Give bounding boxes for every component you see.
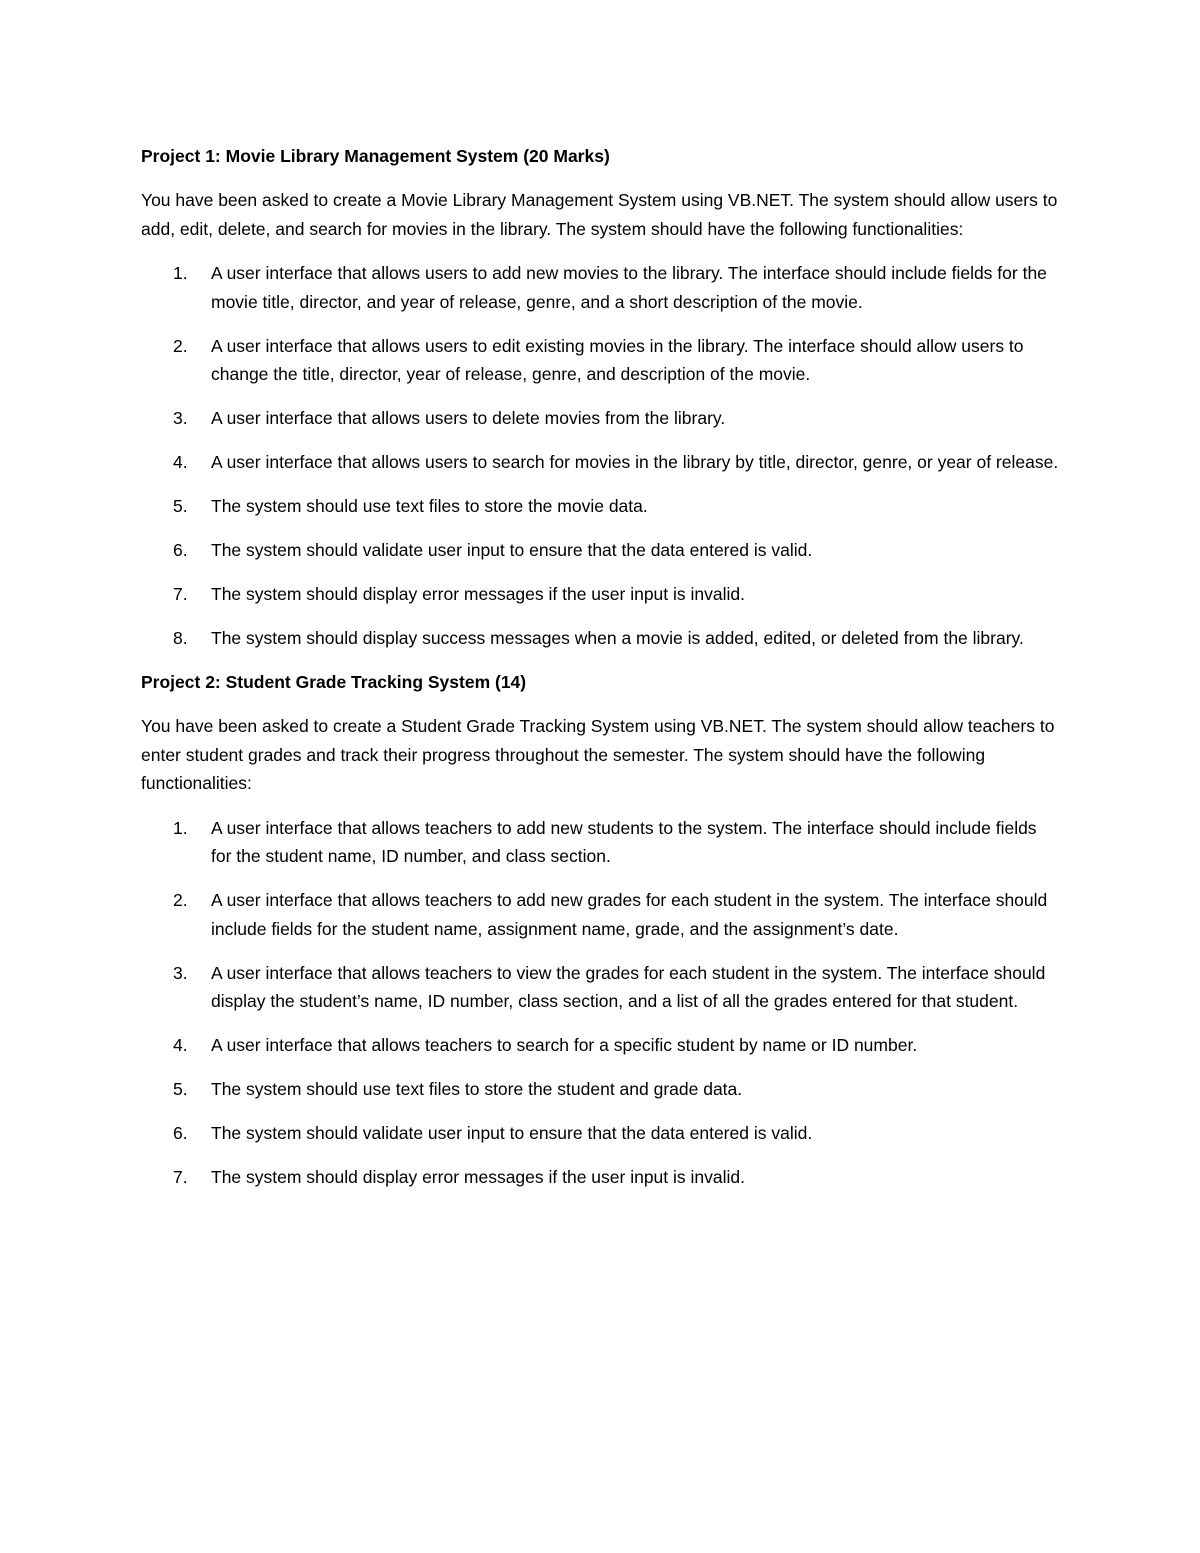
project-1-heading: Project 1: Movie Library Management System (20 Marks) — [141, 146, 610, 166]
list-item-text: The system should validate user input to ensure that the data entered is valid. — [211, 1123, 813, 1143]
list-item-text: The system should display error messages if the user input is invalid. — [211, 584, 745, 604]
list-item-text: The system should display error messages if the user input is invalid. — [211, 1167, 745, 1187]
list-item-text: A user interface that allows teachers to add new students to the system. The interface should include fields for the student name, ID number, and class section. — [211, 817, 1037, 866]
list-item-number: 6. — [173, 540, 188, 560]
list-item-text: A user interface that allows users to delete movies from the library. — [211, 408, 726, 428]
list-item-number: 7. — [173, 1167, 188, 1187]
list-item — [141, 332, 1060, 389]
list-item — [141, 404, 1060, 433]
list-item — [141, 886, 1060, 943]
project-1-section — [141, 142, 1060, 653]
list-item — [141, 1075, 1060, 1104]
list-item-text: The system should validate user input to ensure that the data entered is valid. — [211, 540, 813, 560]
list-item — [141, 259, 1060, 316]
list-item — [141, 492, 1060, 521]
list-item-number: 7. — [173, 584, 188, 604]
list-item-number: 1. — [173, 263, 188, 283]
list-item — [141, 536, 1060, 565]
list-item — [141, 624, 1060, 653]
list-item-text: The system should use text files to store the student and grade data. — [211, 1079, 743, 1099]
list-item-text: The system should use text files to store the movie data. — [211, 496, 648, 516]
list-item-number: 6. — [173, 1123, 188, 1143]
list-item — [141, 1163, 1060, 1192]
project-2-intro: You have been asked to create a Student Grade Tracking System using VB.NET. The system should allow teachers to enter student grades and track their progress throughout the semester. The system should have the following functionalities: — [141, 716, 1055, 793]
list-item — [141, 1031, 1060, 1060]
list-item-number: 4. — [173, 1035, 188, 1055]
list-item-number: 5. — [173, 1079, 188, 1099]
list-item-text: The system should display success messages when a movie is added, edited, or deleted from the library. — [211, 628, 1024, 648]
list-item — [141, 959, 1060, 1016]
list-item-text: A user interface that allows users to edit existing movies in the library. The interface should allow users to change the title, director, year of release, genre, and description of the movie. — [211, 335, 1024, 384]
list-item — [141, 580, 1060, 609]
list-item — [141, 814, 1060, 871]
list-item-text: A user interface that allows teachers to view the grades for each student in the system. The interface should display the student’s name, ID number, class section, and a list of all the grades entered for that student. — [211, 962, 1046, 1011]
list-item-number: 2. — [173, 890, 188, 910]
list-item — [141, 448, 1060, 477]
list-item-text: A user interface that allows teachers to add new grades for each student in the system. The interface should include fields for the student name, assignment name, grade, and the assignment’s date. — [211, 890, 1048, 939]
list-item-number: 1. — [173, 817, 188, 838]
project-1-requirements-list — [141, 259, 1060, 653]
project-2-requirements-list — [141, 814, 1060, 1192]
list-item-text: A user interface that allows users to add new movies to the library. The interface should include fields for the movie title, director, and year of release, genre, and a short description of the movie. — [211, 263, 1047, 312]
list-item — [141, 1119, 1060, 1148]
list-item-number: 5. — [173, 496, 188, 516]
list-item-text: A user interface that allows teachers to search for a specific student by name or ID number. — [211, 1035, 918, 1055]
project-2-section — [141, 668, 1060, 1192]
list-item-number: 2. — [173, 335, 188, 356]
list-item-number: 8. — [173, 628, 188, 648]
project-1-intro: You have been asked to create a Movie Library Management System using VB.NET. The system should allow users to add, edit, delete, and search for movies in the library. The system should have the following functionalities: — [141, 190, 1058, 239]
list-item-number: 3. — [173, 962, 188, 983]
list-item-number: 3. — [173, 408, 188, 428]
list-item-number: 4. — [173, 452, 188, 472]
project-2-heading: Project 2: Student Grade Tracking System (14) — [141, 672, 527, 692]
list-item-text: A user interface that allows users to search for movies in the library by title, director, genre, or year of release. — [211, 452, 1059, 472]
